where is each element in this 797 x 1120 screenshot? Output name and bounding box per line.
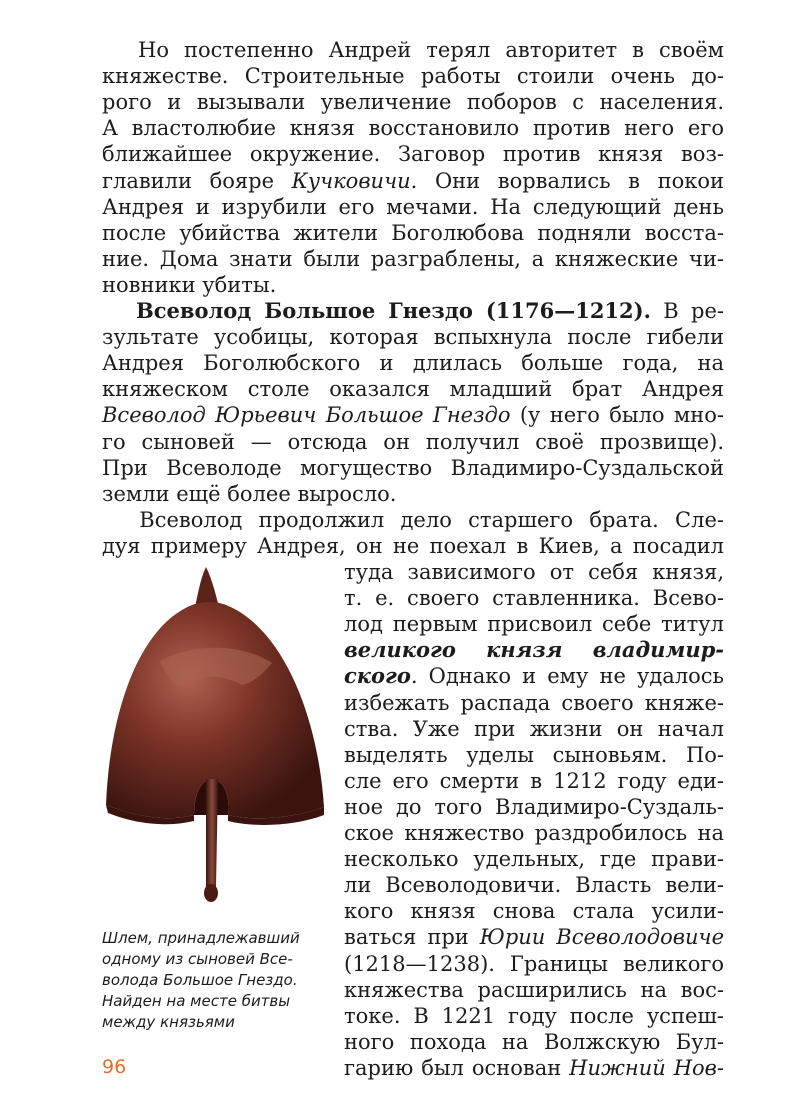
bolditalic-text: великого князя владимир-	[344, 637, 724, 663]
text-line	[102, 507, 724, 533]
text-line	[102, 533, 724, 559]
text-run: ближайшее окружение. Заговор против князя воз-	[102, 142, 724, 167]
text-line	[102, 298, 724, 324]
text-line	[344, 898, 724, 924]
text-run: т. е. своего ставленника. Всево-	[344, 586, 724, 611]
helmet-image	[102, 565, 334, 917]
text-run: ние. Дома знати были разграблены, а княжеские чи-	[102, 246, 724, 271]
text-run: А властолюбие князя восстановило против него его	[102, 116, 724, 141]
caption-line: Шлем, принадлежавший	[102, 929, 300, 947]
text-line	[102, 194, 724, 220]
text-line	[102, 141, 724, 167]
text-run: (1218—1238). Границы великого	[344, 951, 724, 976]
text-run: после убийства жители Боголюбова подняли восста-	[102, 220, 724, 245]
text-line	[344, 716, 724, 742]
text-run: кого князя снова стала усили-	[344, 899, 724, 924]
text-run: (у него было мно-	[510, 403, 724, 428]
bolditalic-text: ского	[344, 663, 411, 689]
text-line	[344, 690, 724, 716]
ital-text: Нижний Нов-	[569, 1055, 724, 1080]
text-line	[102, 37, 724, 63]
page-number: 96	[102, 1056, 127, 1078]
text-run: ваться при	[344, 925, 480, 950]
text-line	[102, 402, 724, 428]
text-line	[102, 63, 724, 89]
text-run: Андрея Боголюбского и длилась больше года, на	[102, 351, 724, 376]
text-run: главили бояре	[102, 168, 292, 193]
bold-text: Всеволод Большое Гнездо (1176—1212).	[102, 298, 651, 323]
text-line	[102, 324, 724, 350]
text-run: . Однако и ему не удалось	[410, 664, 724, 689]
text-line	[344, 846, 724, 872]
text-run: княжестве. Строительные работы стоили очень до-	[102, 64, 724, 89]
text-run: новники убиты.	[102, 272, 277, 297]
figure-caption	[102, 928, 334, 1033]
text-line	[344, 585, 724, 611]
text-run: гарию был основан	[344, 1055, 570, 1080]
text-line	[102, 350, 724, 376]
text-line	[344, 768, 724, 794]
text-line	[344, 924, 724, 950]
text-line	[344, 1055, 724, 1081]
caption-line: между князьями	[102, 1013, 235, 1031]
text-run: земли ещё более выросло.	[102, 481, 397, 506]
text-run: В ре-	[650, 299, 724, 323]
ital-text: Всеволод Юрьевич Большое Гнездо	[102, 403, 511, 428]
text-line	[102, 376, 724, 402]
text-line	[344, 559, 724, 585]
text-run: Всеволод продолжил дело старшего брата. Сле-	[102, 507, 724, 532]
text-run: ли Всеволодовичи. Власть вели-	[344, 873, 724, 898]
text-line	[102, 246, 724, 272]
text-run: ного похода на Волжскую Бул-	[344, 1029, 724, 1054]
text-run: ное до того Владимиро-Суздаль-	[344, 794, 724, 819]
text-line	[344, 872, 724, 898]
text-line	[344, 1029, 724, 1055]
text-line	[344, 663, 724, 689]
text-run: При Всеволоде могущество Владимиро-Суздальской	[102, 455, 724, 480]
caption-line: волода Большое Гнездо.	[102, 971, 298, 989]
text-line	[102, 481, 724, 507]
text-run: княжества расширились на вос-	[344, 977, 724, 1002]
ital-text: Кучковичи	[291, 168, 411, 193]
text-line	[344, 611, 724, 637]
ital-text: Юрии Всеволодовиче	[479, 925, 724, 950]
text-run: токе. В 1221 году после успеш-	[344, 1003, 724, 1028]
text-run: Но постепенно Андрей терял авторитет в своём	[102, 38, 724, 62]
text-run: дуя примеру Андрея, он не поехал в Киев, а посадил	[102, 533, 724, 558]
text-run: го сыновей — отсюда он получил своё прозвище).	[102, 429, 724, 454]
text-run: выделять уделы сыновьям. По-	[344, 742, 724, 767]
helmet-figure	[102, 565, 334, 917]
text-run: . Они ворвались в покои	[410, 168, 724, 193]
text-line	[102, 89, 724, 115]
text-line	[102, 272, 724, 298]
text-run: несколько удельных, где прави-	[344, 847, 724, 872]
text-line	[102, 220, 724, 246]
text-run: княжеском столе оказался младший брат Андрея	[102, 377, 724, 402]
text-line	[344, 794, 724, 820]
text-line	[344, 951, 724, 977]
text-line	[344, 637, 724, 663]
text-line	[344, 820, 724, 846]
text-run: ства. Уже при жизни он начал	[344, 716, 724, 741]
text-run: лод первым присвоил себе титул	[344, 612, 724, 637]
text-run: ское княжество раздробилось на	[344, 821, 724, 845]
text-line	[102, 115, 724, 141]
text-run: избежать распада своего княже-	[344, 690, 724, 715]
text-line	[102, 168, 724, 194]
caption-line: Найден на месте битвы	[102, 992, 291, 1010]
text-line	[102, 455, 724, 481]
text-run: сле его смерти в 1212 году еди-	[344, 768, 724, 793]
text-run: рого и вызывали увеличение поборов с населения.	[102, 90, 724, 115]
text-line	[344, 977, 724, 1003]
text-line	[102, 429, 724, 455]
text-run: туда зависимого от себя князя,	[344, 560, 724, 584]
text-run: Андрея и изрубили его мечами. На следующий день	[102, 194, 724, 219]
text-line	[344, 1003, 724, 1029]
text-line	[344, 742, 724, 768]
text-run: зультате усобицы, которая вспыхнула после гибели	[102, 325, 724, 350]
caption-line: одному из сыновей Все-	[102, 950, 293, 968]
